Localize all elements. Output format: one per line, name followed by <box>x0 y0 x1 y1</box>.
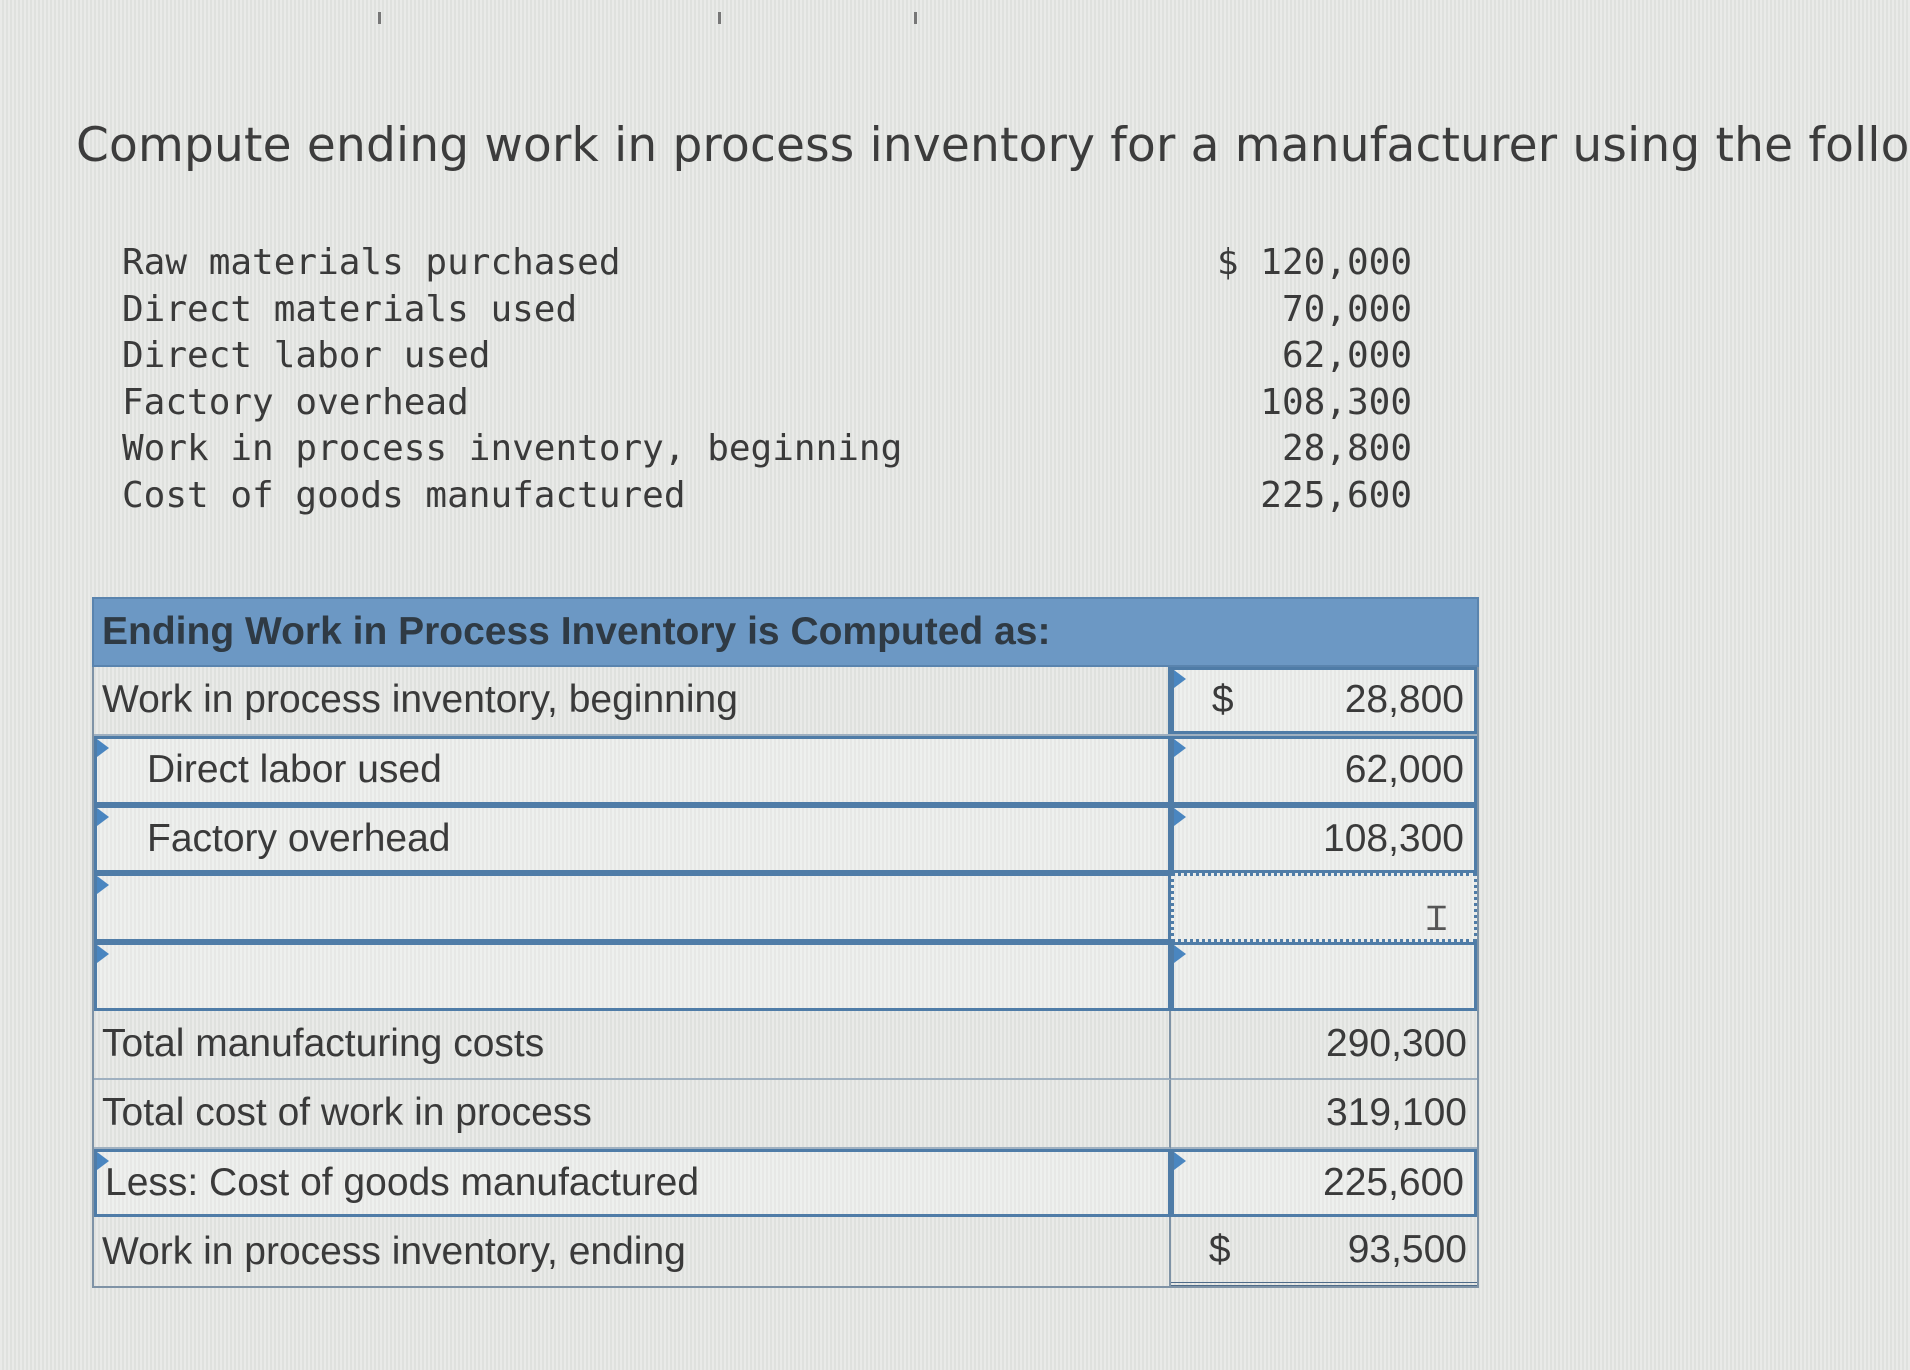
amount-readonly <box>1171 1217 1477 1286</box>
currency-symbol: $ <box>1208 1227 1231 1271</box>
row-label-text: Direct labor used <box>147 748 442 792</box>
amount-input[interactable] <box>1171 1149 1477 1218</box>
table-title: Ending Work in Process Inventory is Computed as: <box>102 610 1051 653</box>
amount-input[interactable] <box>1171 942 1477 1011</box>
row-label-text: Work in process inventory, beginning <box>102 678 738 722</box>
given-label: Direct materials used <box>122 288 578 330</box>
given-value: 108,300 <box>1260 381 1412 423</box>
amount-readonly <box>1171 1011 1477 1080</box>
dropdown-flag-icon <box>97 876 109 894</box>
table-row <box>94 1149 1477 1218</box>
table-row <box>94 736 1477 805</box>
table-row <box>94 805 1477 874</box>
table-header <box>92 597 1479 667</box>
given-label: Direct labor used <box>122 335 491 376</box>
amount-value: 108,300 <box>1323 816 1464 860</box>
given-row <box>122 240 1412 287</box>
amount-value: 225,600 <box>1323 1160 1464 1204</box>
dropdown-flag-icon <box>97 1152 109 1170</box>
given-row <box>122 380 1412 427</box>
wip-computation-table <box>92 597 1479 1288</box>
amount-value: 290,300 <box>1326 1022 1467 1066</box>
table-row <box>94 1217 1477 1286</box>
given-row <box>122 333 1412 380</box>
amount-input[interactable] <box>1171 736 1477 805</box>
given-row <box>122 287 1412 334</box>
amount-readonly <box>1171 1080 1477 1149</box>
amount-value: 62,000 <box>1344 748 1464 792</box>
row-label-text: Total cost of work in process <box>102 1091 592 1135</box>
table-row <box>94 873 1477 942</box>
top-edge-tick <box>718 12 721 24</box>
given-value: 225,600 <box>1260 474 1412 516</box>
row-label-text: Factory overhead <box>147 816 451 860</box>
amount-value: 93,500 <box>1347 1227 1467 1271</box>
label-select[interactable] <box>94 1149 1171 1218</box>
given-label: Cost of goods manufactured <box>122 474 686 516</box>
given-data-list <box>122 240 1412 519</box>
dropdown-flag-icon <box>97 808 109 826</box>
row-label <box>94 1011 1171 1080</box>
given-value: 70,000 <box>1281 288 1412 330</box>
label-select[interactable] <box>94 805 1171 874</box>
row-label <box>94 1217 1171 1286</box>
label-select[interactable] <box>94 942 1171 1011</box>
amount-value: 319,100 <box>1326 1091 1467 1135</box>
dropdown-flag-icon <box>1174 945 1186 963</box>
dropdown-flag-icon <box>1174 670 1186 688</box>
label-select[interactable] <box>94 873 1171 942</box>
given-row <box>122 473 1412 520</box>
top-edge-tick <box>378 12 381 24</box>
dropdown-flag-icon <box>1174 808 1186 826</box>
amount-input-focused[interactable] <box>1171 873 1477 942</box>
given-label: Raw materials purchased <box>122 242 621 283</box>
amount-value: 28,800 <box>1344 678 1464 722</box>
table-row <box>94 1080 1477 1149</box>
row-label <box>94 1080 1171 1149</box>
amount-input[interactable] <box>1171 667 1477 734</box>
table-row <box>94 667 1477 736</box>
question-text: Compute ending work in process inventory for a manufacturer using the follo <box>76 118 1910 173</box>
amount-input[interactable] <box>1171 805 1477 874</box>
dropdown-flag-icon <box>1174 739 1186 757</box>
dropdown-flag-icon <box>1174 1152 1186 1170</box>
row-label-text: Total manufacturing costs <box>102 1022 545 1066</box>
dropdown-flag-icon <box>97 739 109 757</box>
given-label: Work in process inventory, beginning <box>122 428 903 469</box>
top-edge-tick <box>914 12 917 24</box>
text-cursor-icon: Ɪ <box>1427 899 1446 940</box>
given-value: 62,000 <box>1281 335 1412 376</box>
row-label-text: Work in process inventory, ending <box>102 1229 686 1273</box>
given-value: $ 120,000 <box>1216 242 1412 283</box>
row-label-text: Less: Cost of goods manufactured <box>105 1160 700 1204</box>
table-row <box>94 942 1477 1011</box>
table-row <box>94 1011 1477 1080</box>
currency-symbol: $ <box>1211 678 1234 722</box>
given-value: 28,800 <box>1281 428 1412 469</box>
given-row <box>122 426 1412 473</box>
dropdown-flag-icon <box>97 945 109 963</box>
table-body <box>92 667 1479 1288</box>
row-label <box>94 667 1171 734</box>
label-select[interactable] <box>94 736 1171 805</box>
given-label: Factory overhead <box>122 381 469 423</box>
